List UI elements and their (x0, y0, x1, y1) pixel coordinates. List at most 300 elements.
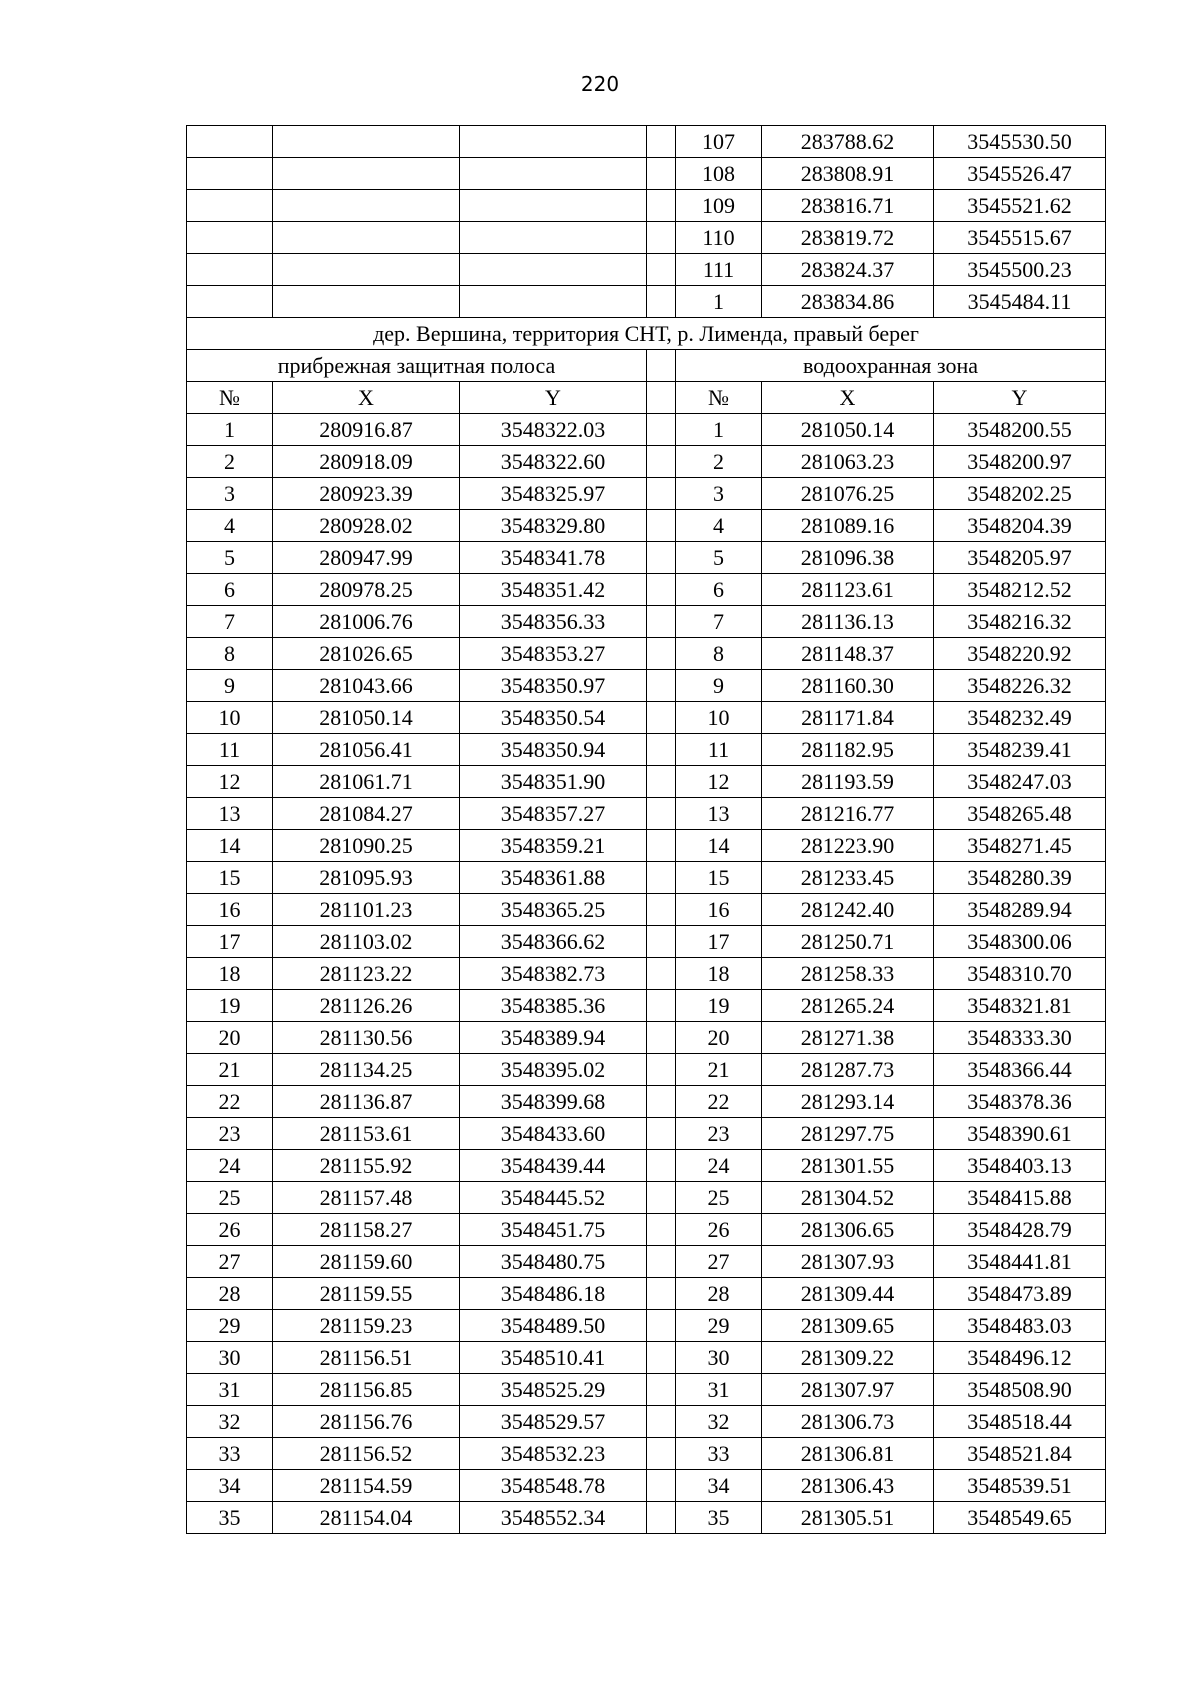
point-number: 1 (187, 414, 273, 446)
column-header-x: X (762, 382, 934, 414)
point-number: 109 (676, 190, 762, 222)
table-row (187, 734, 1106, 766)
y-coordinate: 3548473.89 (934, 1278, 1106, 1310)
y-coordinate: 3545530.50 (934, 126, 1106, 158)
spacer-cell (647, 1182, 676, 1214)
column-header-x: X (273, 382, 460, 414)
x-coordinate: 281050.14 (762, 414, 934, 446)
spacer-cell (647, 798, 676, 830)
point-number: 27 (187, 1246, 273, 1278)
point-number: 6 (187, 574, 273, 606)
x-coordinate: 281306.73 (762, 1406, 934, 1438)
point-number: 20 (187, 1022, 273, 1054)
y-coordinate: 3548310.70 (934, 958, 1106, 990)
x-coordinate: 281095.93 (273, 862, 460, 894)
x-coordinate: 281157.48 (273, 1182, 460, 1214)
point-number: 4 (187, 510, 273, 542)
x-coordinate: 281160.30 (762, 670, 934, 702)
y-coordinate: 3548212.52 (934, 574, 1106, 606)
y-coordinate: 3548271.45 (934, 830, 1106, 862)
y-coordinate: 3548351.42 (460, 574, 647, 606)
table-row (187, 1182, 1106, 1214)
point-number: 3 (676, 478, 762, 510)
y-coordinate: 3548483.03 (934, 1310, 1106, 1342)
y-coordinate: 3548232.49 (934, 702, 1106, 734)
x-coordinate: 281056.41 (273, 734, 460, 766)
y-coordinate: 3548350.97 (460, 670, 647, 702)
spacer-cell (647, 1310, 676, 1342)
coordinates-table-body (187, 126, 1106, 1534)
x-coordinate: 281250.71 (762, 926, 934, 958)
y-coordinate: 3548280.39 (934, 862, 1106, 894)
x-coordinate: 281293.14 (762, 1086, 934, 1118)
point-number: 111 (676, 254, 762, 286)
spacer-cell (647, 926, 676, 958)
table-row (187, 766, 1106, 798)
empty-cell (273, 190, 460, 222)
y-coordinate: 3548378.36 (934, 1086, 1106, 1118)
spacer-cell (647, 574, 676, 606)
y-coordinate: 3548220.92 (934, 638, 1106, 670)
x-coordinate: 281154.04 (273, 1502, 460, 1534)
empty-cell (460, 158, 647, 190)
point-number: 23 (187, 1118, 273, 1150)
point-number: 31 (187, 1374, 273, 1406)
y-coordinate: 3548548.78 (460, 1470, 647, 1502)
point-number: 20 (676, 1022, 762, 1054)
x-coordinate: 281223.90 (762, 830, 934, 862)
y-coordinate: 3548202.25 (934, 478, 1106, 510)
y-coordinate: 3548382.73 (460, 958, 647, 990)
x-coordinate: 281309.44 (762, 1278, 934, 1310)
point-number: 25 (676, 1182, 762, 1214)
spacer-cell (647, 670, 676, 702)
y-coordinate: 3548366.44 (934, 1054, 1106, 1086)
y-coordinate: 3548395.02 (460, 1054, 647, 1086)
table-row (187, 606, 1106, 638)
y-coordinate: 3548390.61 (934, 1118, 1106, 1150)
spacer-cell (647, 1150, 676, 1182)
y-coordinate: 3548265.48 (934, 798, 1106, 830)
y-coordinate: 3548300.06 (934, 926, 1106, 958)
y-coordinate: 3548508.90 (934, 1374, 1106, 1406)
table-row (187, 1502, 1106, 1534)
point-number: 6 (676, 574, 762, 606)
y-coordinate: 3548216.32 (934, 606, 1106, 638)
point-number: 9 (187, 670, 273, 702)
column-header-number: № (187, 382, 273, 414)
x-coordinate: 281136.13 (762, 606, 934, 638)
x-coordinate: 283788.62 (762, 126, 934, 158)
y-coordinate: 3548415.88 (934, 1182, 1106, 1214)
spacer-cell (647, 1470, 676, 1502)
table-row (187, 446, 1106, 478)
spacer-cell (647, 1054, 676, 1086)
x-coordinate: 281158.27 (273, 1214, 460, 1246)
y-coordinate: 3548385.36 (460, 990, 647, 1022)
y-coordinate: 3548489.50 (460, 1310, 647, 1342)
x-coordinate: 281297.75 (762, 1118, 934, 1150)
table-row (187, 1342, 1106, 1374)
table-row (187, 542, 1106, 574)
spacer-cell (647, 286, 676, 318)
x-coordinate: 281233.45 (762, 862, 934, 894)
point-number: 19 (676, 990, 762, 1022)
x-coordinate: 281063.23 (762, 446, 934, 478)
y-coordinate: 3548341.78 (460, 542, 647, 574)
x-coordinate: 281305.51 (762, 1502, 934, 1534)
point-number: 11 (187, 734, 273, 766)
empty-cell (187, 190, 273, 222)
x-coordinate: 281304.52 (762, 1182, 934, 1214)
y-coordinate: 3548428.79 (934, 1214, 1106, 1246)
point-number: 33 (187, 1438, 273, 1470)
x-coordinate: 281076.25 (762, 478, 934, 510)
table-row (187, 1118, 1106, 1150)
y-coordinate: 3548486.18 (460, 1278, 647, 1310)
y-coordinate: 3548356.33 (460, 606, 647, 638)
y-coordinate: 3548359.21 (460, 830, 647, 862)
x-coordinate: 281096.38 (762, 542, 934, 574)
y-coordinate: 3548325.97 (460, 478, 647, 510)
spacer-cell (647, 1374, 676, 1406)
y-coordinate: 3545526.47 (934, 158, 1106, 190)
spacer-cell (647, 894, 676, 926)
spacer-cell (647, 638, 676, 670)
point-number: 7 (187, 606, 273, 638)
spacer-cell (647, 1278, 676, 1310)
table-row (187, 126, 1106, 158)
page-number: 220 (580, 72, 620, 96)
spacer-cell (647, 222, 676, 254)
y-coordinate: 3548552.34 (460, 1502, 647, 1534)
x-coordinate: 280923.39 (273, 478, 460, 510)
spacer-cell (647, 542, 676, 574)
point-number: 28 (187, 1278, 273, 1310)
right-group-title: водоохранная зона (676, 350, 1106, 382)
x-coordinate: 281123.61 (762, 574, 934, 606)
point-number: 108 (676, 158, 762, 190)
point-number: 24 (187, 1150, 273, 1182)
table-row (187, 894, 1106, 926)
spacer-cell (647, 158, 676, 190)
spacer-cell (647, 990, 676, 1022)
empty-cell (187, 286, 273, 318)
y-coordinate: 3548200.55 (934, 414, 1106, 446)
group-title-row (187, 350, 1106, 382)
y-coordinate: 3548357.27 (460, 798, 647, 830)
empty-cell (187, 158, 273, 190)
point-number: 18 (676, 958, 762, 990)
y-coordinate: 3548351.90 (460, 766, 647, 798)
empty-cell (187, 126, 273, 158)
y-coordinate: 3548439.44 (460, 1150, 647, 1182)
spacer-cell (647, 1022, 676, 1054)
point-number: 10 (187, 702, 273, 734)
x-coordinate: 281043.66 (273, 670, 460, 702)
spacer-cell (647, 1406, 676, 1438)
column-header-y: Y (934, 382, 1106, 414)
spacer-cell (647, 350, 676, 382)
x-coordinate: 281287.73 (762, 1054, 934, 1086)
point-number: 24 (676, 1150, 762, 1182)
y-coordinate: 3548480.75 (460, 1246, 647, 1278)
table-row (187, 1278, 1106, 1310)
x-coordinate: 283808.91 (762, 158, 934, 190)
x-coordinate: 281155.92 (273, 1150, 460, 1182)
table-row (187, 222, 1106, 254)
x-coordinate: 283824.37 (762, 254, 934, 286)
table-row (187, 478, 1106, 510)
spacer-cell (647, 254, 676, 286)
x-coordinate: 281309.22 (762, 1342, 934, 1374)
point-number: 14 (187, 830, 273, 862)
x-coordinate: 281148.37 (762, 638, 934, 670)
x-coordinate: 281182.95 (762, 734, 934, 766)
x-coordinate: 281123.22 (273, 958, 460, 990)
point-number: 17 (187, 926, 273, 958)
y-coordinate: 3548239.41 (934, 734, 1106, 766)
y-coordinate: 3548525.29 (460, 1374, 647, 1406)
x-coordinate: 281306.43 (762, 1470, 934, 1502)
point-number: 32 (187, 1406, 273, 1438)
point-number: 3 (187, 478, 273, 510)
spacer-cell (647, 382, 676, 414)
y-coordinate: 3548539.51 (934, 1470, 1106, 1502)
x-coordinate: 281159.23 (273, 1310, 460, 1342)
y-coordinate: 3548289.94 (934, 894, 1106, 926)
point-number: 10 (676, 702, 762, 734)
point-number: 28 (676, 1278, 762, 1310)
y-coordinate: 3545484.11 (934, 286, 1106, 318)
y-coordinate: 3548205.97 (934, 542, 1106, 574)
table-row (187, 1438, 1106, 1470)
y-coordinate: 3548200.97 (934, 446, 1106, 478)
empty-cell (273, 286, 460, 318)
point-number: 14 (676, 830, 762, 862)
x-coordinate: 280916.87 (273, 414, 460, 446)
spacer-cell (647, 766, 676, 798)
point-number: 7 (676, 606, 762, 638)
spacer-cell (647, 1118, 676, 1150)
table-row (187, 670, 1106, 702)
table-row (187, 1214, 1106, 1246)
y-coordinate: 3545500.23 (934, 254, 1106, 286)
point-number: 16 (187, 894, 273, 926)
spacer-cell (647, 830, 676, 862)
empty-cell (187, 222, 273, 254)
x-coordinate: 283834.86 (762, 286, 934, 318)
y-coordinate: 3548510.41 (460, 1342, 647, 1374)
point-number: 13 (676, 798, 762, 830)
x-coordinate: 283819.72 (762, 222, 934, 254)
table-row (187, 990, 1106, 1022)
point-number: 9 (676, 670, 762, 702)
y-coordinate: 3548403.13 (934, 1150, 1106, 1182)
x-coordinate: 281271.38 (762, 1022, 934, 1054)
empty-cell (187, 254, 273, 286)
left-group-title: прибрежная защитная полоса (187, 350, 647, 382)
point-number: 110 (676, 222, 762, 254)
empty-cell (273, 254, 460, 286)
empty-cell (460, 222, 647, 254)
x-coordinate: 281101.23 (273, 894, 460, 926)
y-coordinate: 3548204.39 (934, 510, 1106, 542)
y-coordinate: 3548496.12 (934, 1342, 1106, 1374)
spacer-cell (647, 1502, 676, 1534)
y-coordinate: 3548353.27 (460, 638, 647, 670)
point-number: 2 (187, 446, 273, 478)
y-coordinate: 3548247.03 (934, 766, 1106, 798)
point-number: 22 (187, 1086, 273, 1118)
x-coordinate: 281136.87 (273, 1086, 460, 1118)
x-coordinate: 281089.16 (762, 510, 934, 542)
x-coordinate: 281159.60 (273, 1246, 460, 1278)
x-coordinate: 281154.59 (273, 1470, 460, 1502)
point-number: 30 (187, 1342, 273, 1374)
empty-cell (273, 158, 460, 190)
point-number: 33 (676, 1438, 762, 1470)
point-number: 25 (187, 1182, 273, 1214)
y-coordinate: 3548329.80 (460, 510, 647, 542)
table-row (187, 510, 1106, 542)
y-coordinate: 3548529.57 (460, 1406, 647, 1438)
point-number: 17 (676, 926, 762, 958)
x-coordinate: 281126.26 (273, 990, 460, 1022)
y-coordinate: 3548389.94 (460, 1022, 647, 1054)
table-row (187, 1150, 1106, 1182)
table-row (187, 1310, 1106, 1342)
y-coordinate: 3548226.32 (934, 670, 1106, 702)
spacer-cell (647, 126, 676, 158)
spacer-cell (647, 734, 676, 766)
point-number: 26 (187, 1214, 273, 1246)
point-number: 35 (676, 1502, 762, 1534)
table-row (187, 158, 1106, 190)
table-row (187, 862, 1106, 894)
point-number: 16 (676, 894, 762, 926)
spacer-cell (647, 862, 676, 894)
point-number: 11 (676, 734, 762, 766)
y-coordinate: 3548532.23 (460, 1438, 647, 1470)
y-coordinate: 3548451.75 (460, 1214, 647, 1246)
x-coordinate: 283816.71 (762, 190, 934, 222)
y-coordinate: 3548333.30 (934, 1022, 1106, 1054)
x-coordinate: 281153.61 (273, 1118, 460, 1150)
x-coordinate: 281084.27 (273, 798, 460, 830)
spacer-cell (647, 1438, 676, 1470)
x-coordinate: 281159.55 (273, 1278, 460, 1310)
point-number: 35 (187, 1502, 273, 1534)
point-number: 26 (676, 1214, 762, 1246)
x-coordinate: 281156.51 (273, 1342, 460, 1374)
point-number: 5 (676, 542, 762, 574)
x-coordinate: 281050.14 (273, 702, 460, 734)
table-row (187, 702, 1106, 734)
table-row (187, 1054, 1106, 1086)
x-coordinate: 281258.33 (762, 958, 934, 990)
table-row (187, 1374, 1106, 1406)
x-coordinate: 281134.25 (273, 1054, 460, 1086)
spacer-cell (647, 958, 676, 990)
y-coordinate: 3548445.52 (460, 1182, 647, 1214)
empty-cell (460, 286, 647, 318)
x-coordinate: 281193.59 (762, 766, 934, 798)
y-coordinate: 3548322.03 (460, 414, 647, 446)
y-coordinate: 3545515.67 (934, 222, 1106, 254)
point-number: 32 (676, 1406, 762, 1438)
y-coordinate: 3548366.62 (460, 926, 647, 958)
y-coordinate: 3548350.54 (460, 702, 647, 734)
point-number: 15 (187, 862, 273, 894)
y-coordinate: 3548365.25 (460, 894, 647, 926)
point-number: 21 (187, 1054, 273, 1086)
table-row (187, 1022, 1106, 1054)
y-coordinate: 3548433.60 (460, 1118, 647, 1150)
table-row (187, 1246, 1106, 1278)
point-number: 1 (676, 286, 762, 318)
table-row (187, 574, 1106, 606)
spacer-cell (647, 606, 676, 638)
x-coordinate: 281090.25 (273, 830, 460, 862)
point-number: 34 (676, 1470, 762, 1502)
point-number: 23 (676, 1118, 762, 1150)
column-header-y: Y (460, 382, 647, 414)
y-coordinate: 3548549.65 (934, 1502, 1106, 1534)
x-coordinate: 281156.76 (273, 1406, 460, 1438)
point-number: 107 (676, 126, 762, 158)
point-number: 5 (187, 542, 273, 574)
point-number: 34 (187, 1470, 273, 1502)
x-coordinate: 280978.25 (273, 574, 460, 606)
x-coordinate: 281216.77 (762, 798, 934, 830)
x-coordinate: 280918.09 (273, 446, 460, 478)
x-coordinate: 281309.65 (762, 1310, 934, 1342)
y-coordinate: 3548521.84 (934, 1438, 1106, 1470)
table-row (187, 638, 1106, 670)
y-coordinate: 3548518.44 (934, 1406, 1106, 1438)
y-coordinate: 3545521.62 (934, 190, 1106, 222)
point-number: 8 (187, 638, 273, 670)
point-number: 13 (187, 798, 273, 830)
x-coordinate: 280928.02 (273, 510, 460, 542)
column-header-number: № (676, 382, 762, 414)
x-coordinate: 281242.40 (762, 894, 934, 926)
coordinates-table (186, 125, 1106, 1534)
section-title: дер. Вершина, территория СНТ, р. Лименда, правый берег (187, 318, 1106, 350)
x-coordinate: 280947.99 (273, 542, 460, 574)
table-row (187, 1470, 1106, 1502)
spacer-cell (647, 446, 676, 478)
x-coordinate: 281130.56 (273, 1022, 460, 1054)
x-coordinate: 281301.55 (762, 1150, 934, 1182)
point-number: 22 (676, 1086, 762, 1118)
x-coordinate: 281265.24 (762, 990, 934, 1022)
table-row (187, 830, 1106, 862)
point-number: 4 (676, 510, 762, 542)
table-row (187, 1406, 1106, 1438)
point-number: 2 (676, 446, 762, 478)
spacer-cell (647, 510, 676, 542)
table-row (187, 798, 1106, 830)
point-number: 18 (187, 958, 273, 990)
x-coordinate: 281006.76 (273, 606, 460, 638)
point-number: 29 (676, 1310, 762, 1342)
x-coordinate: 281171.84 (762, 702, 934, 734)
empty-cell (460, 254, 647, 286)
table-row (187, 190, 1106, 222)
spacer-cell (647, 478, 676, 510)
